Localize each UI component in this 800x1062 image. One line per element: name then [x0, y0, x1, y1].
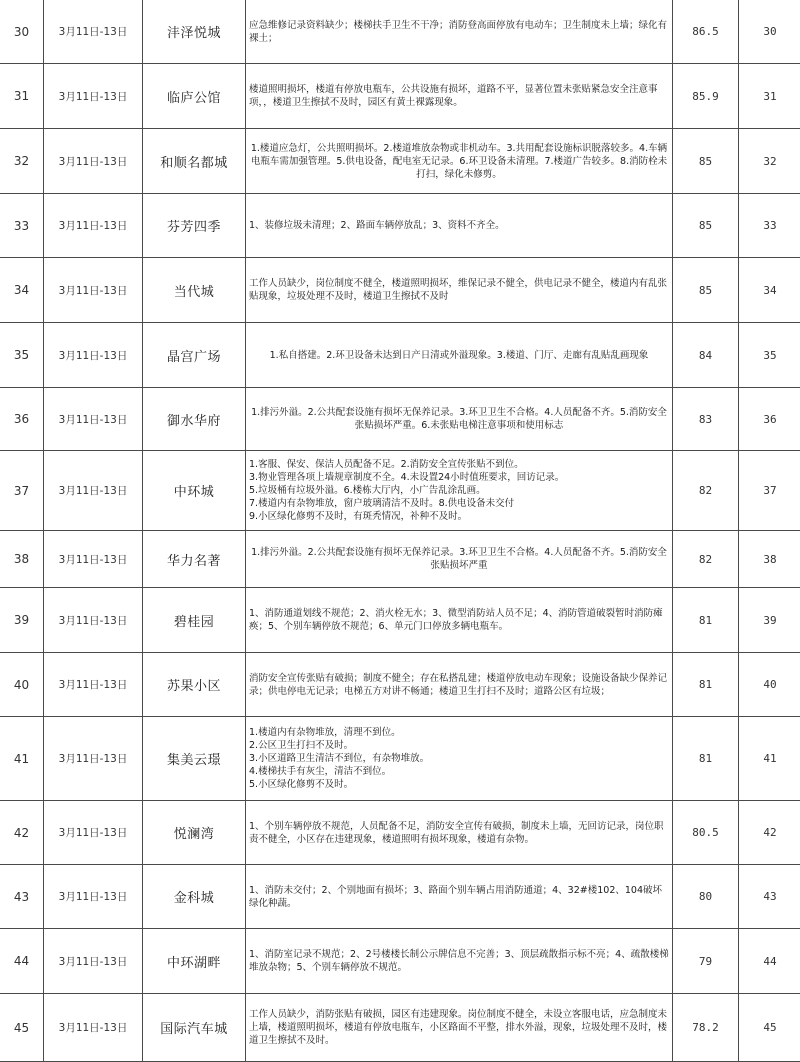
issue-text: 1、消防室记录不规范；2、2号楼楼长制公示牌信息不完善；3、顶层疏散指示标不亮；4、疏散楼梯堆放杂物；5、个别车辆停放不规范。 [249, 948, 669, 974]
issues-cell[interactable] [246, 64, 673, 129]
community-name-cell[interactable]: 中环城 [143, 451, 246, 531]
table-row [0, 0, 800, 64]
table-row [0, 323, 800, 388]
community-name-cell[interactable]: 临庐公馆 [143, 64, 246, 129]
issues-cell[interactable] [246, 717, 673, 801]
issues-cell[interactable] [246, 653, 673, 717]
community-name-cell[interactable]: 华力名著 [143, 531, 246, 588]
row-index-cell[interactable]: 45 [0, 994, 44, 1062]
table-row [0, 653, 800, 717]
issues-cell[interactable] [246, 865, 673, 929]
score-cell[interactable]: 81 [673, 588, 739, 653]
inspection-date-cell[interactable]: 3月11日-13日 [44, 451, 143, 531]
issues-cell[interactable] [246, 323, 673, 388]
score-cell[interactable]: 80.5 [673, 801, 739, 865]
issues-cell[interactable] [246, 451, 673, 531]
row-index-cell[interactable]: 40 [0, 653, 44, 717]
issues-cell[interactable] [246, 929, 673, 994]
issues-cell[interactable] [246, 801, 673, 865]
inspection-date-cell[interactable]: 3月11日-13日 [44, 994, 143, 1062]
issue-text: 1.客服、保安、保洁人员配备不足。2.消防安全宣传张贴不到位。 [249, 458, 669, 471]
rank-cell[interactable]: 31 [739, 64, 800, 129]
row-index-cell[interactable]: 33 [0, 194, 44, 258]
score-cell[interactable]: 85 [673, 194, 739, 258]
rank-cell[interactable]: 44 [739, 929, 800, 994]
issue-text: 1.楼道内有杂物堆放，清理不到位。 [249, 726, 669, 739]
issue-text: 5.小区绿化修剪不及时。 [249, 778, 669, 791]
inspection-date-cell[interactable]: 3月11日-13日 [44, 531, 143, 588]
issues-cell[interactable] [246, 388, 673, 451]
score-cell[interactable]: 84 [673, 323, 739, 388]
inspection-date-cell[interactable]: 3月11日-13日 [44, 0, 143, 64]
inspection-date-cell[interactable]: 3月11日-13日 [44, 717, 143, 801]
inspection-date-cell[interactable]: 3月11日-13日 [44, 588, 143, 653]
score-cell[interactable]: 81 [673, 717, 739, 801]
row-index-cell[interactable]: 35 [0, 323, 44, 388]
inspection-date-cell[interactable]: 3月11日-13日 [44, 258, 143, 323]
row-index-cell[interactable]: 31 [0, 64, 44, 129]
issue-text: 5.垃圾桶有垃圾外溢。6.楼栋大厅内，小广告乱涂乱画。 [249, 484, 669, 497]
issue-text: 1、消防未交付；2、个别地面有损坏；3、路面个别车辆占用消防通道；4、32#楼102、104破坏绿化种蔬。 [249, 884, 669, 910]
score-cell[interactable]: 85 [673, 129, 739, 194]
issue-text: 9.小区绿化修剪不及时，有斑秃情况，补种不及时。 [249, 510, 669, 523]
rank-cell[interactable]: 35 [739, 323, 800, 388]
issue-text: 1.排污外溢。2.公共配套设施有损坏无保养记录。3.环卫卫生不合格。4.人员配备不齐。5.消防安全张贴损坏严重 [249, 546, 669, 572]
community-name-cell[interactable]: 苏果小区 [143, 653, 246, 717]
rank-cell[interactable]: 37 [739, 451, 800, 531]
row-index-cell[interactable]: 34 [0, 258, 44, 323]
row-index-cell[interactable]: 37 [0, 451, 44, 531]
row-index-cell[interactable]: 32 [0, 129, 44, 194]
inspection-date-cell[interactable]: 3月11日-13日 [44, 865, 143, 929]
score-cell[interactable]: 79 [673, 929, 739, 994]
rank-cell[interactable]: 43 [739, 865, 800, 929]
inspection-date-cell[interactable]: 3月11日-13日 [44, 653, 143, 717]
issue-text: 1.排污外溢。2.公共配套设施有损坏无保养记录。3.环卫卫生不合格。4.人员配备不齐。5.消防安全张贴损坏严重。6.未张贴电梯注意事项和使用标志 [249, 406, 669, 432]
issues-cell[interactable] [246, 129, 673, 194]
table-row [0, 994, 800, 1062]
issues-cell[interactable] [246, 531, 673, 588]
score-cell[interactable]: 80 [673, 865, 739, 929]
issue-text: 应急维修记录资料缺少；楼梯扶手卫生不干净；消防登高面停放有电动车；卫生制度未上墙；绿化有裸土； [249, 19, 669, 45]
issues-cell[interactable] [246, 258, 673, 323]
issue-text: 1.私自搭建。2.环卫设备未达到日产日清或外溢现象。3.楼道、门厅、走廊有乱贴乱画现象 [249, 349, 669, 362]
rank-cell[interactable]: 45 [739, 994, 800, 1062]
table-row [0, 129, 800, 194]
rank-cell[interactable]: 30 [739, 0, 800, 64]
inspection-date-cell[interactable]: 3月11日-13日 [44, 388, 143, 451]
score-cell[interactable]: 85.9 [673, 64, 739, 129]
table-row [0, 588, 800, 653]
issue-text: 工作人员缺少，岗位制度不健全，楼道照明损坏，维保记录不健全，供电记录不健全，楼道内有乱张贴现象，垃圾处理不及时，楼道卫生擦拭不及时 [249, 277, 669, 303]
issue-text: 2.公区卫生打扫不及时。 [249, 739, 669, 752]
community-name-cell[interactable]: 沣泽悦城 [143, 0, 246, 64]
issues-cell[interactable] [246, 0, 673, 64]
row-index-cell[interactable]: 30 [0, 0, 44, 64]
row-index-cell[interactable]: 44 [0, 929, 44, 994]
table-row [0, 194, 800, 258]
table-row [0, 801, 800, 865]
score-cell[interactable]: 81 [673, 653, 739, 717]
community-name-cell[interactable]: 御水华府 [143, 388, 246, 451]
rank-cell[interactable]: 41 [739, 717, 800, 801]
issue-text: 楼道照明损坏，楼道有停放电瓶车，公共设施有损坏，道路不平，显著位置未张贴紧急安全注意事项，，楼道卫生擦拭不及时，园区有黄土裸露现象。 [249, 83, 669, 109]
community-name-cell[interactable]: 芬芳四季 [143, 194, 246, 258]
issue-text: 4.楼梯扶手有灰尘，清洁不到位。 [249, 765, 669, 778]
table-row [0, 388, 800, 451]
row-index-cell[interactable]: 39 [0, 588, 44, 653]
issue-text: 1、个别车辆停放不规范，人员配备不足，消防安全宣传有破损，制度未上墙，无回访记录，岗位职责不健全，小区存在违建现象，楼道照明有损坏现象，楼道有杂物。 [249, 820, 669, 846]
row-index-cell[interactable]: 43 [0, 865, 44, 929]
score-cell[interactable]: 78.2 [673, 994, 739, 1062]
table-row [0, 531, 800, 588]
rank-cell[interactable]: 34 [739, 258, 800, 323]
community-name-cell[interactable]: 碧桂园 [143, 588, 246, 653]
community-name-cell[interactable]: 国际汽车城 [143, 994, 246, 1062]
community-name-cell[interactable]: 中环湖畔 [143, 929, 246, 994]
row-index-cell[interactable]: 42 [0, 801, 44, 865]
community-name-cell[interactable]: 集美云璟 [143, 717, 246, 801]
rank-cell[interactable]: 32 [739, 129, 800, 194]
score-cell[interactable]: 83 [673, 388, 739, 451]
community-name-cell[interactable]: 金科城 [143, 865, 246, 929]
issue-text: 1.楼道应急灯，公共照明损坏。2.楼道堆放杂物或非机动车。3.共用配套设施标识脱落较多。4.车辆电瓶车需加强管理。5.供电设备，配电室无记录。6.环卫设备未清理。7.楼道广告较多。8.消防栓未打扫，绿化未修剪。 [249, 142, 669, 181]
table-row [0, 258, 800, 323]
score-cell[interactable]: 82 [673, 531, 739, 588]
inspection-date-cell[interactable]: 3月11日-13日 [44, 929, 143, 994]
rank-cell[interactable]: 33 [739, 194, 800, 258]
table-row [0, 451, 800, 531]
issue-text: 工作人员缺少，消防张贴有破损，园区有违建现象。岗位制度不健全，未设立客服电话，应急制度未上墙，楼道照明损坏，楼道有停放电瓶车，小区路面不平整，排水外溢，现象，垃圾处理不及时，楼道卫生擦拭不及时。 [249, 1008, 669, 1047]
row-index-cell[interactable]: 36 [0, 388, 44, 451]
inspection-date-cell[interactable]: 3月11日-13日 [44, 323, 143, 388]
issues-cell[interactable] [246, 994, 673, 1062]
community-name-cell[interactable]: 悦澜湾 [143, 801, 246, 865]
rank-cell[interactable]: 36 [739, 388, 800, 451]
issue-text: 3.物业管理各项上墙规章制度不全。4.未设置24小时值班要求，回访记录。 [249, 471, 669, 484]
community-name-cell[interactable]: 和顺名都城 [143, 129, 246, 194]
score-cell[interactable]: 82 [673, 451, 739, 531]
table-row [0, 865, 800, 929]
table-row [0, 64, 800, 129]
issue-text: 3.小区道路卫生清洁不到位，有杂物堆放。 [249, 752, 669, 765]
issue-text: 7.楼道内有杂物堆放，窗户玻璃清洁不及时。8.供电设备未交付 [249, 497, 669, 510]
inspection-date-cell[interactable]: 3月11日-13日 [44, 194, 143, 258]
rank-cell[interactable]: 42 [739, 801, 800, 865]
inspection-date-cell[interactable]: 3月11日-13日 [44, 129, 143, 194]
inspection-date-cell[interactable]: 3月11日-13日 [44, 801, 143, 865]
table-row [0, 929, 800, 994]
score-cell[interactable]: 86.5 [673, 0, 739, 64]
issue-text: 1、装修垃圾未清理；2、路面车辆停放乱；3、资料不齐全。 [249, 219, 669, 232]
issues-cell[interactable] [246, 588, 673, 653]
community-name-cell[interactable]: 晶宫广场 [143, 323, 246, 388]
community-name-cell[interactable]: 当代城 [143, 258, 246, 323]
rank-cell[interactable]: 39 [739, 588, 800, 653]
table-row [0, 717, 800, 801]
rank-cell[interactable]: 40 [739, 653, 800, 717]
issue-text: 1、消防通道划线不规范；2、消火栓无水；3、微型消防站人员不足；4、消防管道破裂暂时消防瘫痪；5、个别车辆停放不规范；6、单元门口停放多辆电瓶车。 [249, 607, 669, 633]
issue-text: 消防安全宣传张贴有破损；制度不健全；存在私搭乱建；楼道停放电动车现象；设施设备缺少保养记录；供电停电无记录；电梯五方对讲不畅通；楼道卫生打扫不及时；道路公区有垃圾； [249, 672, 669, 698]
score-cell[interactable]: 85 [673, 258, 739, 323]
issues-cell[interactable] [246, 194, 673, 258]
row-index-cell[interactable]: 38 [0, 531, 44, 588]
inspection-date-cell[interactable]: 3月11日-13日 [44, 64, 143, 129]
row-index-cell[interactable]: 41 [0, 717, 44, 801]
rank-cell[interactable]: 38 [739, 531, 800, 588]
